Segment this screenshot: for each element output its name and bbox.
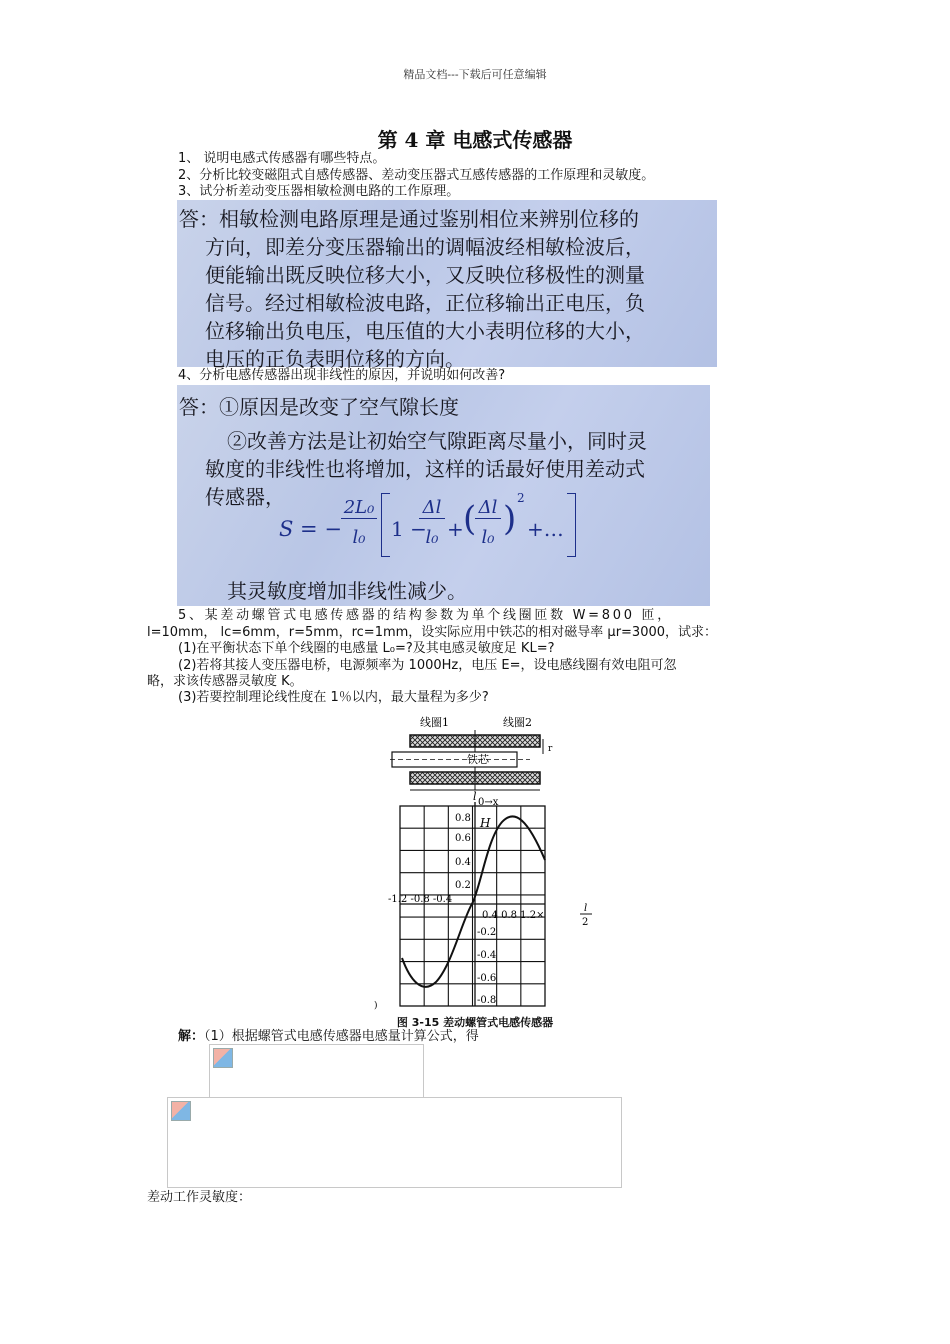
answer-3-line: 电压的正负表明位移的方向。 (205, 347, 465, 371)
page-header: 精品文档---下载后可任意编辑 (403, 68, 547, 81)
answer-4-panel (177, 385, 710, 606)
formula-right-bracket (567, 493, 576, 557)
formula-term1: 1 − (391, 517, 427, 541)
y-tick: -0.4 (477, 950, 497, 961)
y-tick: 0.2 (455, 880, 471, 891)
figure-caption: 图 3-15 差动螺管式电感传感器 (396, 1016, 554, 1029)
y-tick: -0.8 (477, 995, 497, 1006)
h-axis-label: H (480, 816, 491, 830)
core-label: 铁芯 (467, 753, 489, 766)
stray-mark: ) (374, 1001, 378, 1010)
question-5-params: l=10mm， lc=6mm，r=5mm，rc=1mm，设实际应用中铁芯的相对磁导率 μr=3000，试求： (147, 625, 718, 640)
question-1: 1、 说明电感式传感器有哪些特点。 (178, 151, 386, 166)
formula-paren-close: ) (503, 499, 517, 539)
l-label: l (473, 790, 477, 803)
answer-4-line: 敏度的非线性也将增加，这样的话最好使用差动式 (205, 457, 645, 481)
question-5-part1: (1)在平衡状态下单个线圈的电感量 L₀=?及其电感灵敏度足 KL=? (178, 641, 555, 656)
formula-left-bracket (381, 493, 390, 557)
answer-4-line: 其灵敏度增加非线性减少。 (227, 579, 467, 603)
x-ticks-negative: -1.2 -0.8 -0.4 (388, 894, 453, 905)
formula-numerator: 2L₀ (341, 497, 377, 519)
sensitivity-formula (277, 491, 597, 567)
question-3: 3、试分析差动变压器相敏检测电路的工作原理。 (178, 184, 460, 199)
question-2: 2、分析比较变磁阻式自感传感器、差动变压器式互感传感器的工作原理和灵敏度。 (178, 168, 655, 183)
coil-2-label: 线圈2 (503, 716, 532, 729)
question-5-part2-cont: 略，求该传感器灵敏度 K。 (147, 674, 303, 689)
formula-l0: l₀ (425, 527, 439, 548)
x-ticks-positive: 0.4 0.8 1.2× (482, 910, 545, 921)
answer-3-panel (177, 200, 717, 371)
answer-3-line: 方向，即差分变压器输出的调幅波经相敏检波后， (205, 235, 645, 259)
x-direction-label: 0→x (478, 797, 499, 808)
solution-text: （1）根据螺管式电感传感器电感量计算公式，得 (204, 1029, 479, 1044)
formula-dl: Δl (419, 497, 445, 519)
formula-denominator: l₀ (352, 527, 366, 548)
answer-3-line: 位移输出负电压，电压值的大小表明位移的大小， (205, 319, 645, 343)
formula-plus: + (447, 517, 464, 541)
formula-image-placeholder (167, 1097, 622, 1188)
formula-tail: +… (527, 517, 564, 541)
solution-label: 解： (178, 1029, 205, 1044)
broken-image-icon (171, 1101, 191, 1121)
answer-3-line: 便能输出既反映位移大小，又反映位移极性的测量 (205, 263, 645, 287)
formula-lhs: S = − (279, 517, 342, 541)
sensor-diagram (370, 710, 610, 1010)
coil-1-label: 线圈1 (420, 716, 449, 729)
y-tick: -0.6 (477, 973, 497, 984)
answer-4-line: ②改善方法是让初始空气隙距离尽量小，同时灵 (227, 429, 647, 453)
formula-l0-2: l₀ (481, 527, 495, 548)
differential-sensitivity-label: 差动工作灵敏度： (147, 1190, 252, 1205)
y-tick: 0.6 (455, 833, 471, 844)
sensor-figure (370, 710, 610, 1010)
answer-3-line: 信号。经过相敏检波电路，正位移输出正电压，负 (205, 291, 645, 315)
field-chart (400, 806, 545, 1006)
fraction-denominator: 2 (582, 917, 589, 928)
y-tick: 0.4 (455, 857, 471, 868)
chapter-title: 第 4 章 电感式传感器 (377, 128, 573, 152)
y-tick: 0.8 (455, 813, 471, 824)
question-5: 5、某差动螺管式电感传感器的结构参数为单个线圈匝数 W=800 匝， (178, 608, 673, 623)
broken-image-icon (213, 1048, 233, 1068)
r-label: r (548, 744, 553, 754)
formula-paren-open: ( (463, 499, 477, 539)
question-5-part3: (3)若要控制理论线性度在 1％以内，最大量程为多少? (178, 690, 489, 705)
formula-dl-2: Δl (475, 497, 501, 519)
formula-exponent: 2 (517, 491, 525, 505)
y-tick: -0.2 (477, 927, 497, 938)
solution-intro (178, 1029, 479, 1045)
question-4: 4、分析电感传感器出现非线性的原因，并说明如何改善? (178, 368, 506, 383)
question-5-part2: (2)若将其接人变压器电桥，电源频率为 1000Hz，电压 E=，设电感线圈有效电阻可忽 (178, 658, 677, 673)
answer-4-line: 答：①原因是改变了空气隙长度 (179, 395, 459, 419)
answer-3-line: 答：相敏检测电路原理是通过鉴别相位来辨别位移的 (179, 207, 639, 231)
formula-image-placeholder (209, 1044, 424, 1099)
fraction-numerator: l (584, 903, 588, 914)
coil-assembly (390, 730, 553, 803)
answer-4-line: 传感器， (205, 485, 285, 509)
